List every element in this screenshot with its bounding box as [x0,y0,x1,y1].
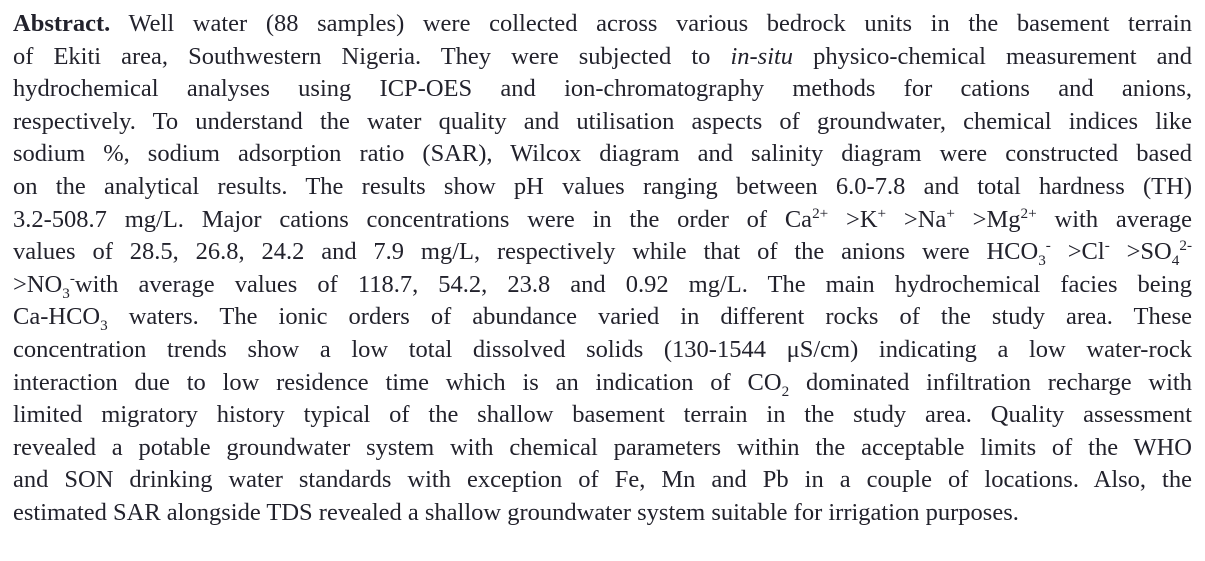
abstract-line-12 [13,367,1192,400]
superscript-charge: 2+ [812,204,829,222]
superscript-charge: - [69,269,75,287]
superscript-charge: 2- [1179,237,1192,254]
subscript-index: 3 [62,284,70,302]
abstract-text: and SON drinking water standards with exception of Fe, Mn and Pb in a couple of locations. Also, the [13,466,1192,494]
abstract-text: Well water (88 samples) were collected across various bedrock units in the basement terrain [110,10,1192,37]
abstract-text: interaction due to low residence time which is an indication of CO [13,368,782,396]
abstract-text: with average [1036,205,1192,233]
superscript-charge: - [1045,237,1051,254]
abstract-line-11 [13,334,1192,367]
abstract-text: sodium %, sodium adsorption ratio (SAR), Wilcox diagram and salinity diagram were constructed based [13,140,1192,168]
subscript-index: 3 [100,317,108,334]
abstract-line-16 [13,497,1192,530]
abstract-text: concentration trends show a low total dissolved solids (130-1544 μS/cm) indicating a low water-rock [13,335,1192,363]
superscript-charge: 2+ [1020,204,1037,222]
subscript-index: 4 [1171,252,1180,269]
abstract-text: >SO [1109,238,1172,266]
abstract-text: on the analytical results. The results show pH values ranging between 6.0-7.8 and total hardness (TH) [13,172,1192,200]
abstract-text: respectively. To understand the water quality and utilisation aspects of groundwater, chemical indices like [13,107,1192,135]
abstract-line-8 [13,236,1192,269]
abstract-text: >NO [13,270,63,298]
italic-term-in-situ: in-situ [730,42,794,70]
superscript-charge: - [1104,237,1110,254]
subscript-index: 2 [781,382,790,400]
abstract-text: dominated infiltration recharge with [789,368,1192,396]
abstract-text: 3.2-508.7 mg/L. Major cations concentrations were in the order of Ca [13,205,813,233]
abstract-label: Abstract. [13,10,111,37]
abstract-text: revealed a potable groundwater system with chemical parameters within the acceptable limits of the WHO [13,433,1192,461]
abstract-line-2 [13,41,1192,74]
abstract-line-9 [13,269,1192,302]
abstract-line-7 [13,204,1192,237]
abstract-text: with average values of 118.7, 54.2, 23.8 and 0.92 mg/L. The main hydrochemical facies being [74,270,1192,298]
abstract-text: >Na [886,205,947,233]
abstract-line-1 [13,8,1192,41]
abstract-text: >Cl [1050,238,1105,266]
abstract-text: of Ekiti area, Southwestern Nigeria. They were subjected to [13,42,731,70]
abstract-line-13 [13,399,1192,432]
abstract-text: limited migratory history typical of the shallow basement terrain in the study area. Quality assessment [13,401,1192,429]
abstract-text: >K [828,205,878,233]
abstract-text: values of 28.5, 26.8, 24.2 and 7.9 mg/L, respectively while that of the anions were HCO [13,238,1039,266]
superscript-charge: + [877,204,887,222]
abstract-line-3 [13,73,1192,106]
abstract-line-5 [13,138,1192,171]
abstract-text: hydrochemical analyses using ICP-OES and ion-chromatography methods for cations and anions, [13,75,1192,103]
abstract-line-15 [13,464,1192,497]
abstract-line-14 [13,432,1192,465]
abstract-text: estimated SAR alongside TDS revealed a shallow groundwater system suitable for irrigation purposes. [13,498,1019,526]
abstract-text: >Mg [954,205,1021,233]
abstract-line-4 [13,106,1192,139]
abstract-line-10 [13,301,1192,334]
abstract-text: waters. The ionic orders of abundance varied in different rocks of the study area. These [107,303,1192,331]
subscript-index: 3 [1038,252,1046,269]
abstract-text: physico-chemical measurement and [793,42,1192,70]
superscript-charge: + [946,204,955,222]
abstract-text: Ca-HCO [13,303,101,331]
abstract-line-6 [13,171,1192,204]
